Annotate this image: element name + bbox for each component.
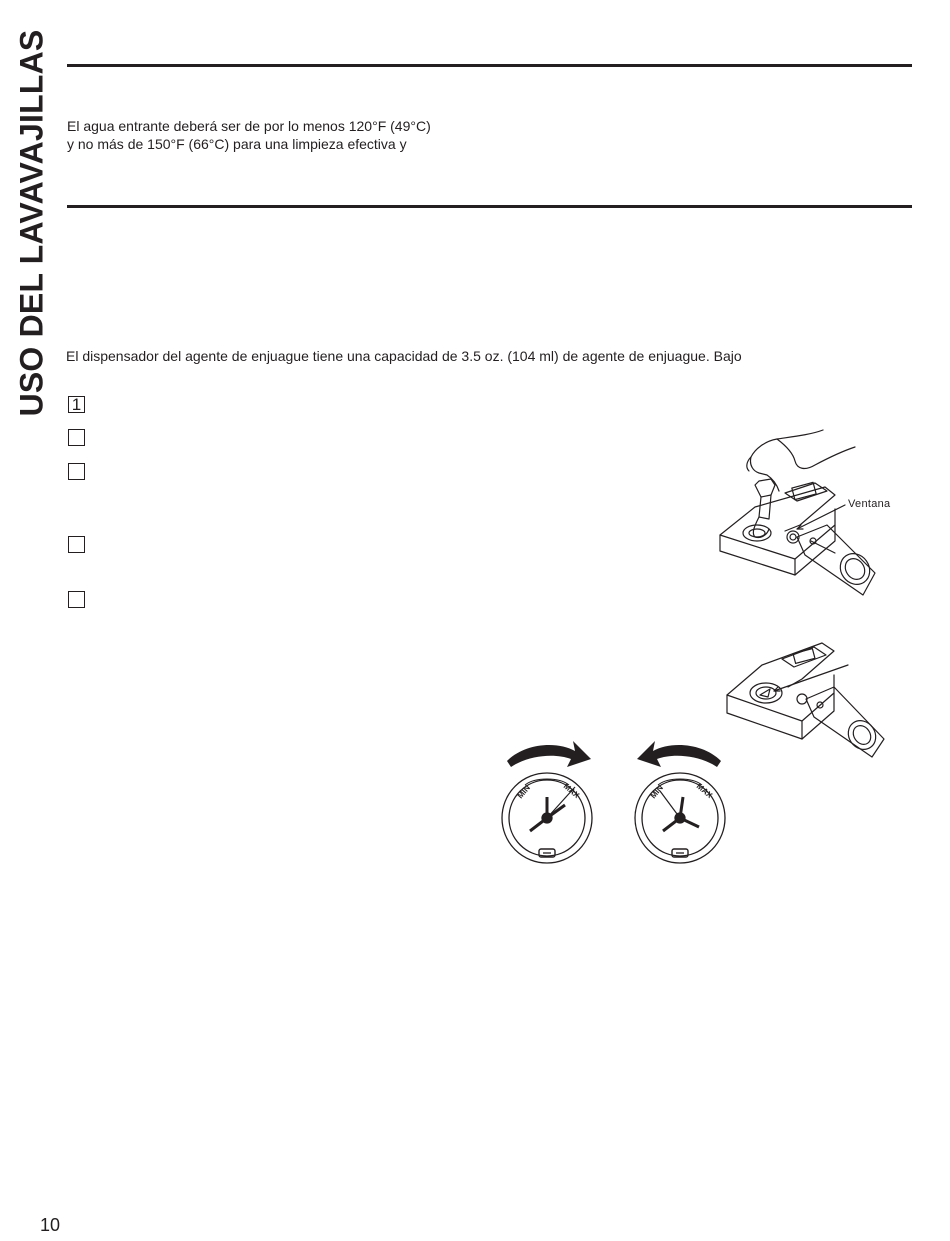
section-side-title-text: USO DEL LAVAVAJILLAS xyxy=(13,29,50,416)
step-number-box-3 xyxy=(68,463,85,480)
water-line-2: y no más de 150°F (66°C) para una limpieza efectiva y xyxy=(67,136,407,152)
dial-right-max-label: MAX xyxy=(694,781,715,800)
section-side-title xyxy=(12,30,52,415)
dial-left-min-label: MIN xyxy=(515,783,532,801)
step-number-box-1: 1 xyxy=(68,396,85,413)
step-number-box-5 xyxy=(68,591,85,608)
water-temperature-paragraph xyxy=(67,117,431,153)
rinse-agent-intro xyxy=(66,347,742,365)
section-divider-middle xyxy=(67,205,912,208)
dial-right-min-label: MIN xyxy=(648,783,665,801)
rinse-intro-text: El dispensador del agente de enjuague tiene una capacidad de 3.5 oz. (104 ml) de agente de enjuague. Bajo xyxy=(66,348,742,364)
figure-dial-rotation xyxy=(495,735,735,865)
window-callout-label: Ventana xyxy=(848,498,891,510)
step-number-box-4 xyxy=(68,536,85,553)
figure-filling-dispenser xyxy=(715,425,885,605)
figure-dispenser-dial xyxy=(722,635,892,760)
step-number-box-2 xyxy=(68,429,85,446)
water-line-1: El agua entrante deberá ser de por lo menos 120°F (49°C) xyxy=(67,118,431,134)
dial-left-max-label: MAX xyxy=(561,781,582,800)
section-divider-top xyxy=(67,64,912,67)
page-number: 10 xyxy=(40,1215,61,1235)
